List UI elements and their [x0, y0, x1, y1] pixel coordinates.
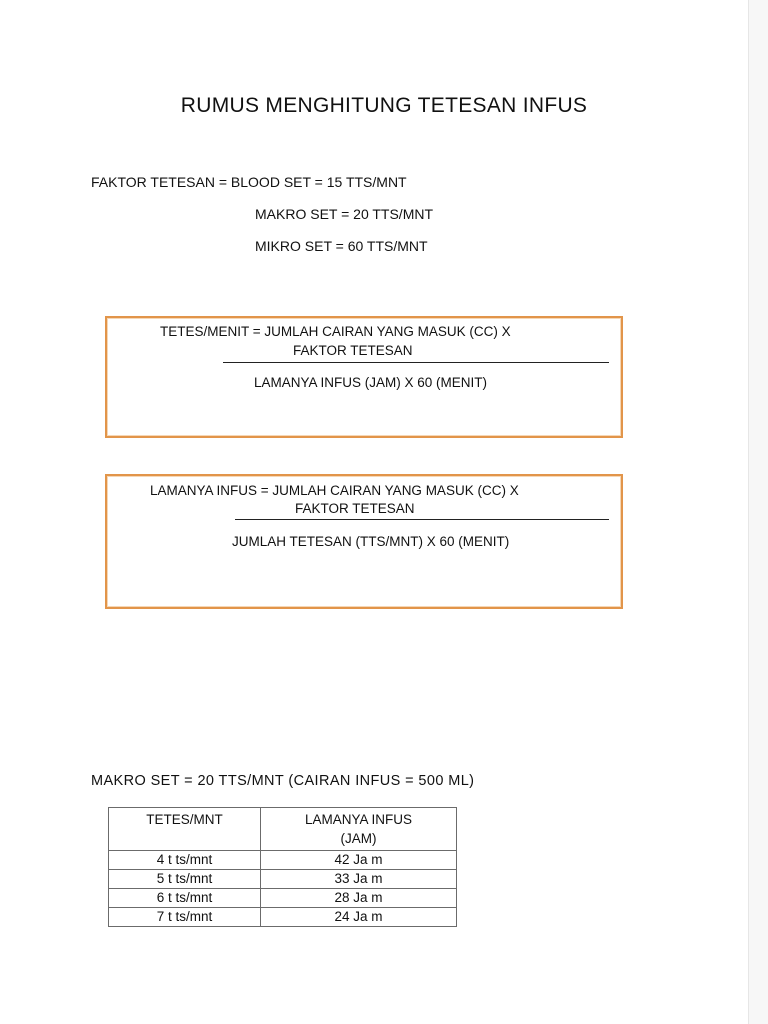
table-row — [109, 870, 457, 889]
table-row — [109, 889, 457, 908]
table-cell-tetes: 7 t ts/mnt — [109, 908, 261, 927]
formula1-numerator-line2: FAKTOR TETESAN — [293, 343, 413, 358]
formula2-numerator-line1: LAMANYA INFUS = JUMLAH CAIRAN YANG MASUK (CC) X — [150, 483, 519, 498]
table-cell-lamanya: 33 Ja m — [261, 870, 457, 889]
formula1-fraction-bar — [223, 362, 609, 363]
column-header-tetes-mnt: TETES/MNT — [109, 808, 261, 851]
table-cell-lamanya: 24 Ja m — [261, 908, 457, 927]
column-header-lamanya-infus — [261, 808, 457, 851]
table-row — [109, 908, 457, 927]
table-row — [109, 851, 457, 870]
formula-box-tetes-menit — [105, 316, 623, 438]
table-cell-tetes: 6 t ts/mnt — [109, 889, 261, 908]
table-header-row — [109, 808, 457, 851]
infus-duration-table — [108, 807, 457, 927]
column-header-lamanya-infus-text: LAMANYA INFUS (JAM) — [304, 812, 413, 846]
formula1-denominator: LAMANYA INFUS (JAM) X 60 (MENIT) — [254, 375, 488, 390]
faktor-line-mikro-set: MIKRO SET = 60 TTS/MNT — [255, 238, 428, 254]
table-cell-tetes: 4 t ts/mnt — [109, 851, 261, 870]
faktor-line-makro-set: MAKRO SET = 20 TTS/MNT — [255, 206, 434, 222]
formula2-fraction-bar — [235, 519, 609, 520]
faktor-line-blood-set: FAKTOR TETESAN = BLOOD SET = 15 TTS/MNT — [91, 174, 407, 190]
table-title: MAKRO SET = 20 TTS/MNT (CAIRAN INFUS = 500 ML) — [91, 773, 475, 789]
formula1-numerator-line1: TETES/MENIT = JUMLAH CAIRAN YANG MASUK (CC) X — [160, 324, 511, 339]
table-cell-tetes: 5 t ts/mnt — [109, 870, 261, 889]
formula2-denominator: JUMLAH TETESAN (TTS/MNT) X 60 (MENIT) — [232, 534, 510, 549]
table-cell-lamanya: 42 Ja m — [261, 851, 457, 870]
table-cell-lamanya: 28 Ja m — [261, 889, 457, 908]
formula2-numerator-line2: FAKTOR TETESAN — [295, 501, 415, 516]
formula-box-lamanya-infus — [105, 474, 623, 609]
page-title: RUMUS MENGHITUNG TETESAN INFUS — [180, 94, 588, 117]
